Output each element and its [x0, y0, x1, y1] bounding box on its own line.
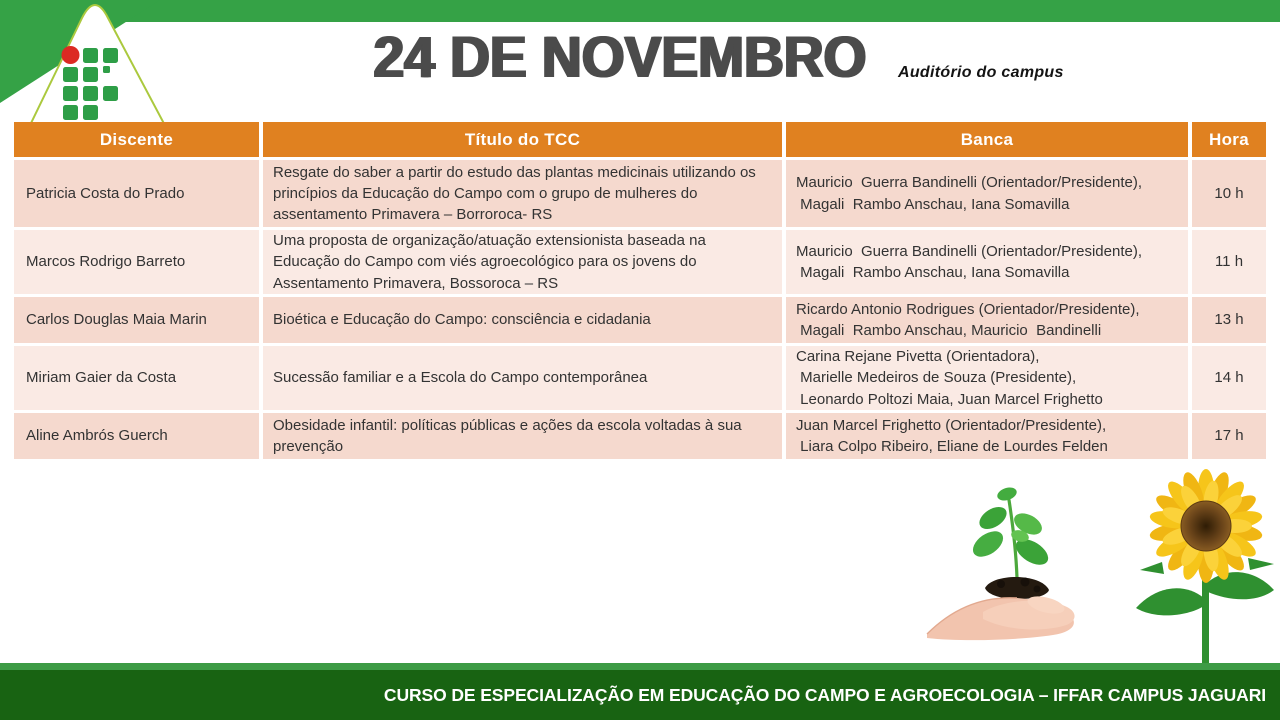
- cell-titulo: Uma proposta de organização/atuação extensionista baseada na Educação do Campo com viés agroecológico para os jovens do Assentamento Primavera, Bossoroca – RS: [263, 230, 782, 294]
- cell-titulo: Sucessão familiar e a Escola do Campo contemporânea: [263, 346, 782, 410]
- cell-hora: 10 h: [1192, 160, 1266, 227]
- cell-banca: Mauricio Guerra Bandinelli (Orientador/Presidente), Magali Rambo Anschau, Iana Somavilla: [786, 160, 1188, 227]
- cell-banca: Mauricio Guerra Bandinelli (Orientador/Presidente), Magali Rambo Anschau, Iana Somavilla: [786, 230, 1188, 294]
- cell-titulo: Bioética e Educação do Campo: consciência e cidadania: [263, 297, 782, 343]
- cell-titulo: Obesidade infantil: políticas públicas e ações da escola voltadas à sua prevenção: [263, 413, 782, 459]
- column-header-titulo: Título do TCC: [263, 122, 782, 157]
- footer-text: CURSO DE ESPECIALIZAÇÃO EM EDUCAÇÃO DO CAMPO E AGROECOLOGIA – IFFAR CAMPUS JAGUARI: [383, 684, 1266, 705]
- cell-banca: Ricardo Antonio Rodrigues (Orientador/Presidente), Magali Rambo Anschau, Mauricio Bandinelli: [786, 297, 1188, 343]
- cell-discente: Marcos Rodrigo Barreto: [14, 230, 259, 294]
- cell-discente: Patricia Costa do Prado: [14, 160, 259, 227]
- page-title: 24 DE NOVEMBRO: [373, 25, 867, 90]
- cell-discente: Miriam Gaier da Costa: [14, 346, 259, 410]
- page-subtitle: Auditório do campus: [898, 64, 1064, 81]
- cell-banca: Carina Rejane Pivetta (Orientadora), Marielle Medeiros de Souza (Presidente), Leonardo Poltozi Maia, Juan Marcel Frighetto: [786, 346, 1188, 410]
- cell-banca: Juan Marcel Frighetto (Orientador/Presidente), Liara Colpo Ribeiro, Eliane de Lourdes Felden: [786, 413, 1188, 459]
- cell-discente: Aline Ambrós Guerch: [14, 413, 259, 459]
- defense-schedule-table: [14, 122, 1266, 459]
- footer-bar: [0, 670, 1280, 720]
- cell-titulo: Resgate do saber a partir do estudo das plantas medicinais utilizando os princípios da Educação do Campo com o grupo de mulheres do assentamento Primavera – Borroroca- RS: [263, 160, 782, 227]
- cell-hora: 17 h: [1192, 413, 1266, 459]
- cell-hora: 11 h: [1192, 230, 1266, 294]
- cell-hora: 13 h: [1192, 297, 1266, 343]
- hands-holding-seedling-image: [925, 478, 1100, 650]
- column-header-banca: Banca: [786, 122, 1188, 157]
- sunflower-image: [1128, 466, 1280, 666]
- column-header-discente: Discente: [14, 122, 259, 157]
- footer-light-green-strip: [0, 663, 1280, 670]
- cell-discente: Carlos Douglas Maia Marin: [14, 297, 259, 343]
- column-header-hora: Hora: [1192, 122, 1266, 157]
- cell-hora: 14 h: [1192, 346, 1266, 410]
